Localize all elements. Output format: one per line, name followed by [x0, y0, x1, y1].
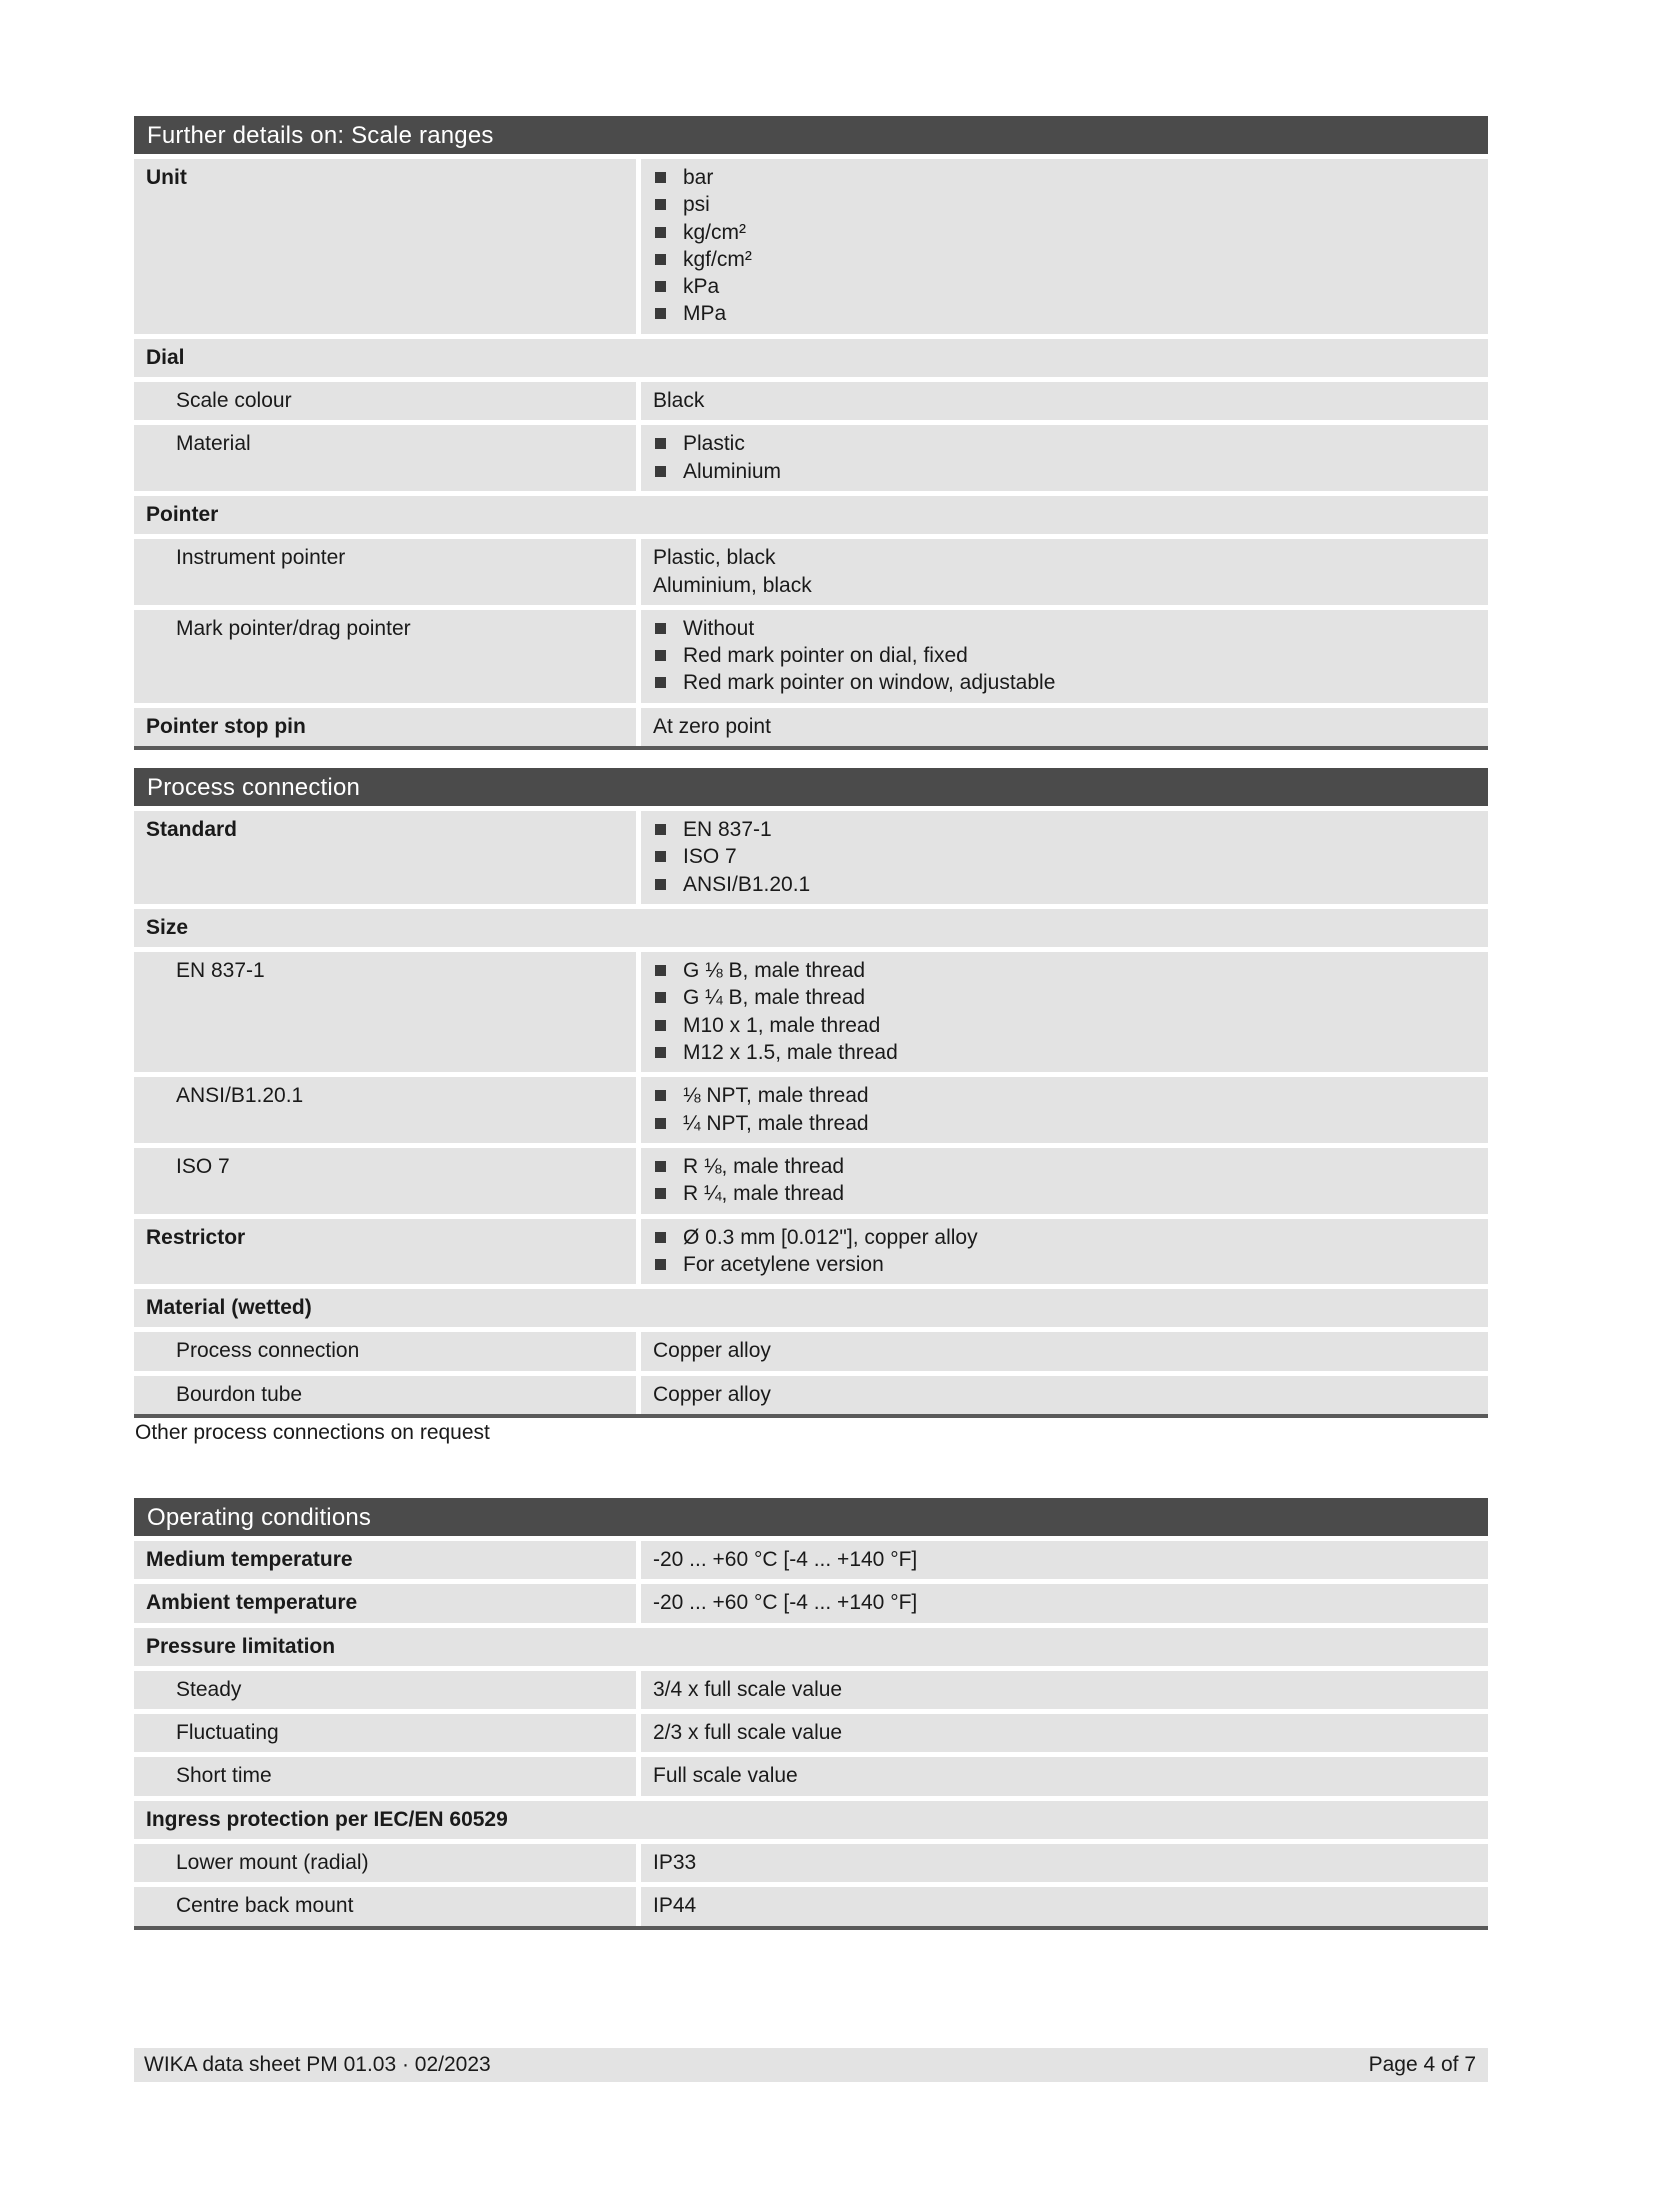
bullet-list	[653, 1153, 1476, 1208]
table-heading: Operating conditions	[134, 1498, 1488, 1536]
row-value	[641, 1148, 1488, 1214]
row-value	[641, 1077, 1488, 1143]
section-label: Ingress protection per IEC/EN 60529	[134, 1801, 1488, 1839]
list-item: Ø 0.3 mm [0.012"], copper alloy	[653, 1224, 1476, 1251]
row-label: Fluctuating	[134, 1714, 636, 1752]
row-label: Restrictor	[134, 1219, 636, 1285]
list-item: Plastic	[653, 430, 1476, 457]
process-connection-table	[134, 768, 1488, 1418]
list-item: R ¼, male thread	[653, 1180, 1476, 1207]
list-item: ¼ NPT, male thread	[653, 1110, 1476, 1137]
row-label: Pointer stop pin	[134, 708, 636, 746]
row-value: Black	[641, 382, 1488, 420]
row-value: -20 ... +60 °C [-4 ... +140 °F]	[641, 1584, 1488, 1622]
row-label: Medium temperature	[134, 1541, 636, 1579]
list-item: ANSI/B1.20.1	[653, 871, 1476, 898]
bullet-list	[653, 430, 1476, 485]
section-label: Dial	[134, 339, 1488, 377]
footer-page-number: Page 4 of 7	[1368, 2053, 1476, 2076]
bullet-list	[653, 615, 1476, 697]
bullet-list	[653, 816, 1476, 898]
table-row	[134, 1757, 1488, 1795]
section-label: Size	[134, 909, 1488, 947]
list-item: kgf/cm²	[653, 246, 1476, 273]
table-row	[134, 1844, 1488, 1882]
list-item: G ¼ B, male thread	[653, 984, 1476, 1011]
value-line: Aluminium, black	[653, 573, 812, 597]
row-value: Copper alloy	[641, 1376, 1488, 1414]
row-value	[641, 610, 1488, 703]
list-item: MPa	[653, 300, 1476, 327]
table-row	[134, 952, 1488, 1072]
row-label: Mark pointer/drag pointer	[134, 610, 636, 703]
section-label: Pointer	[134, 496, 1488, 534]
table-row	[134, 382, 1488, 420]
scale-ranges-table	[134, 116, 1488, 750]
table-row	[134, 1801, 1488, 1839]
row-label: Unit	[134, 159, 636, 334]
bullet-list	[653, 1082, 1476, 1137]
list-item: For acetylene version	[653, 1251, 1476, 1278]
table-row	[134, 1887, 1488, 1925]
list-item: kg/cm²	[653, 219, 1476, 246]
row-label: Standard	[134, 811, 636, 904]
table-row	[134, 339, 1488, 377]
list-item: ISO 7	[653, 843, 1476, 870]
table-heading: Process connection	[134, 768, 1488, 806]
row-label: Scale colour	[134, 382, 636, 420]
row-label: Lower mount (radial)	[134, 1844, 636, 1882]
table-row	[134, 1714, 1488, 1752]
list-item: EN 837-1	[653, 816, 1476, 843]
table-row	[134, 1671, 1488, 1709]
list-item: M10 x 1, male thread	[653, 1012, 1476, 1039]
list-item: Red mark pointer on window, adjustable	[653, 669, 1476, 696]
table-row	[134, 1376, 1488, 1414]
table-heading: Further details on: Scale ranges	[134, 116, 1488, 154]
row-value: Full scale value	[641, 1757, 1488, 1795]
list-item: bar	[653, 164, 1476, 191]
table-row	[134, 1148, 1488, 1214]
row-value	[641, 539, 1488, 605]
table-row	[134, 909, 1488, 947]
table-row	[134, 159, 1488, 334]
row-label: Ambient temperature	[134, 1584, 636, 1622]
bullet-list	[653, 1224, 1476, 1279]
row-value: Copper alloy	[641, 1332, 1488, 1370]
row-label: Short time	[134, 1757, 636, 1795]
row-value: IP44	[641, 1887, 1488, 1925]
table-row	[134, 1584, 1488, 1622]
bullet-list	[653, 164, 1476, 328]
row-value	[641, 1219, 1488, 1285]
list-item: M12 x 1.5, male thread	[653, 1039, 1476, 1066]
row-value	[641, 952, 1488, 1072]
list-item: R ⅛, male thread	[653, 1153, 1476, 1180]
row-value: 2/3 x full scale value	[641, 1714, 1488, 1752]
section-label: Pressure limitation	[134, 1628, 1488, 1666]
table-row	[134, 708, 1488, 746]
row-value: 3/4 x full scale value	[641, 1671, 1488, 1709]
row-value: IP33	[641, 1844, 1488, 1882]
list-item: Aluminium	[653, 458, 1476, 485]
table-row	[134, 1628, 1488, 1666]
row-label: Material	[134, 425, 636, 491]
value-line: Plastic, black	[653, 546, 776, 570]
list-item: psi	[653, 191, 1476, 218]
note-text: Other process connections on request	[135, 1421, 490, 1444]
table-row	[134, 1219, 1488, 1285]
row-value	[641, 811, 1488, 904]
row-value	[641, 425, 1488, 491]
table-row	[134, 811, 1488, 904]
table-row	[134, 1077, 1488, 1143]
list-item: Red mark pointer on dial, fixed	[653, 642, 1476, 669]
table-row	[134, 1541, 1488, 1579]
row-label: Bourdon tube	[134, 1376, 636, 1414]
row-label: Process connection	[134, 1332, 636, 1370]
row-label: ANSI/B1.20.1	[134, 1077, 636, 1143]
list-item: kPa	[653, 273, 1476, 300]
row-label: Centre back mount	[134, 1887, 636, 1925]
row-label: ISO 7	[134, 1148, 636, 1214]
footer-datasheet-id: WIKA data sheet PM 01.03 · 02/2023	[144, 2053, 491, 2076]
bullet-list	[653, 957, 1476, 1066]
list-item: Without	[653, 615, 1476, 642]
table-row	[134, 539, 1488, 605]
section-label: Material (wetted)	[134, 1289, 1488, 1327]
row-value: At zero point	[641, 708, 1488, 746]
row-value	[641, 159, 1488, 334]
page-footer	[134, 2048, 1488, 2082]
row-label: Instrument pointer	[134, 539, 636, 605]
row-label: Steady	[134, 1671, 636, 1709]
table-row	[134, 610, 1488, 703]
row-label: EN 837-1	[134, 952, 636, 1072]
row-value: -20 ... +60 °C [-4 ... +140 °F]	[641, 1541, 1488, 1579]
list-item: ⅛ NPT, male thread	[653, 1082, 1476, 1109]
list-item: G ⅛ B, male thread	[653, 957, 1476, 984]
table-row	[134, 425, 1488, 491]
table-row	[134, 1289, 1488, 1327]
operating-conditions-table	[134, 1498, 1488, 1930]
table-row	[134, 496, 1488, 534]
table-row	[134, 1332, 1488, 1370]
